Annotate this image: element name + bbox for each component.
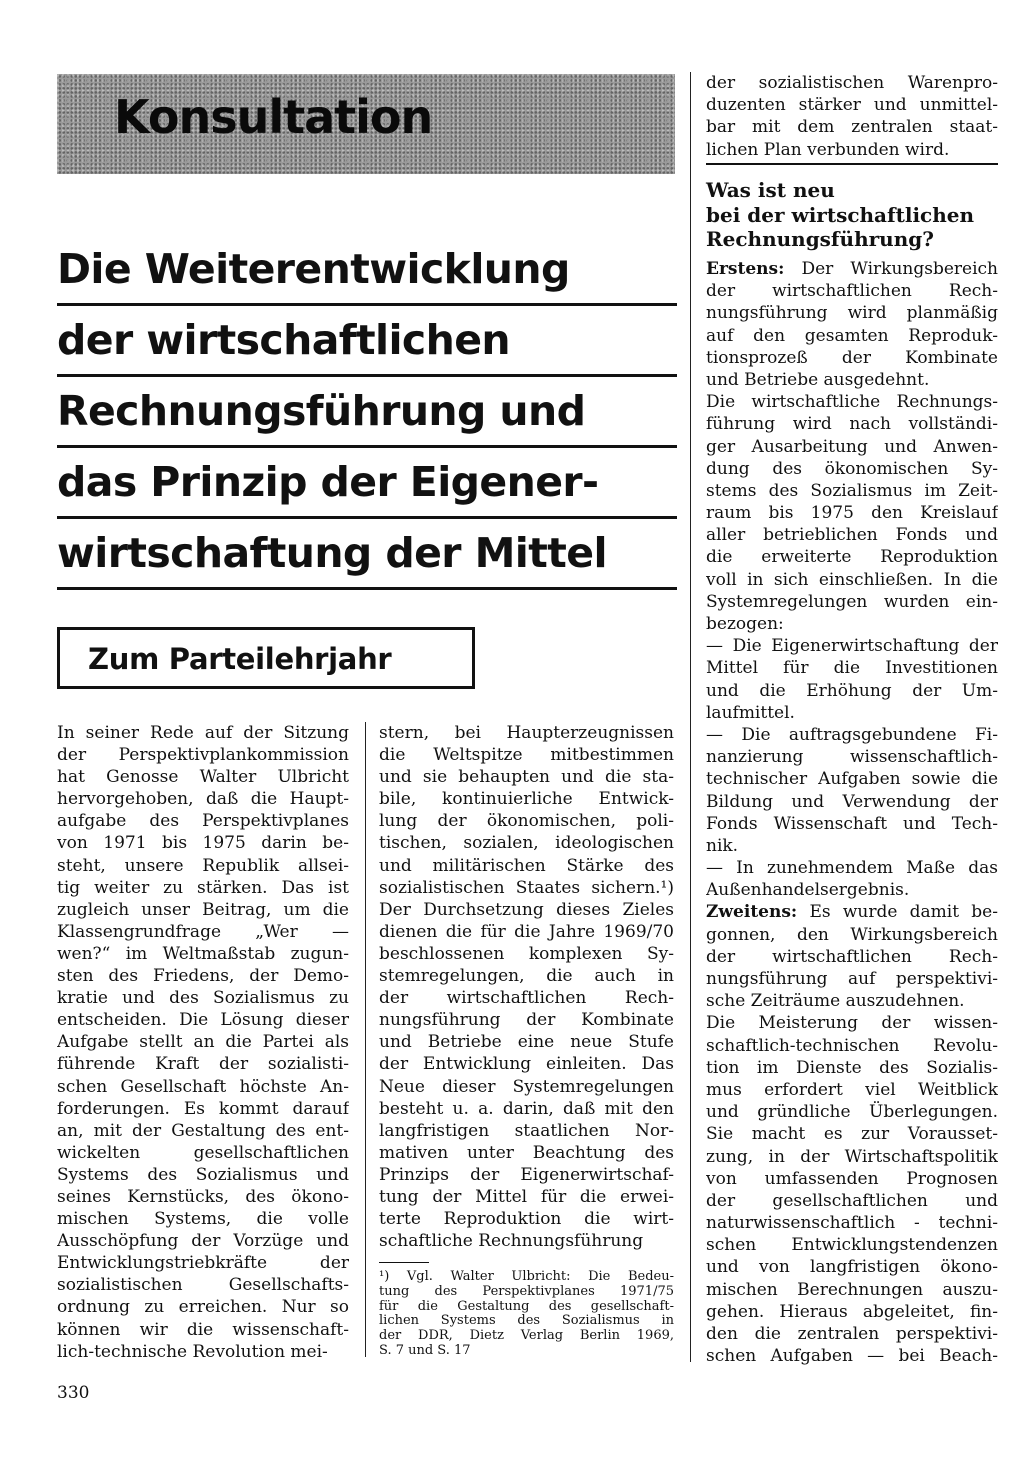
text-line: Ausschöpfung der Vorzüge und	[57, 1231, 349, 1252]
text-line	[706, 791, 998, 813]
text-line	[706, 1301, 998, 1323]
text-line: stern, bei Haupterzeugnissen	[379, 723, 674, 743]
text-line: kratie und des Sozialismus zu	[57, 988, 349, 1009]
text-line: schaftliche Rechnungsführung	[379, 1231, 644, 1252]
text-line: tung der Mittel für die erwei-	[379, 1186, 674, 1207]
text-line: von 1971 bis 1975 darin be-	[57, 833, 349, 854]
text-line: Neue dieser Systemregelungen	[379, 1076, 674, 1097]
line-text: raum bis 1975 den Kreislauf	[706, 503, 998, 524]
section-heading	[706, 178, 998, 252]
footnote-line: der DDR, Dietz Verlag Berlin 1969,	[379, 1329, 674, 1344]
text-line: können wir die wissenschaft-	[57, 1319, 349, 1340]
text-line: besteht u. a. darin, daß mit den	[379, 1098, 674, 1119]
text-line: Entwicklungstriebkräfte der	[57, 1253, 349, 1274]
text-line	[706, 591, 998, 613]
line-text: schen Aufgaben — bei Beach-	[706, 1346, 998, 1367]
line-text: zung, in der Wirtschaftspolitik	[706, 1146, 998, 1167]
text-line: dienen die für die Jahre 1969/70	[379, 921, 674, 942]
text-line: tischen, sozialen, ideologischen	[379, 833, 674, 854]
text-line	[706, 1079, 998, 1101]
text-line	[706, 347, 998, 369]
line-text: dung des ökonomischen Sy-	[706, 458, 998, 479]
text-line: der Perspektivplankommission	[57, 745, 349, 766]
column-divider	[690, 72, 691, 1362]
line-text: und Betriebe ausgedehnt.	[706, 369, 930, 390]
line-text: voll in sich einschließen. In die	[706, 569, 998, 590]
text-line	[706, 746, 998, 768]
lead-in: Erstens:	[706, 259, 785, 279]
headline-line: der wirtschaftlichen	[57, 306, 677, 377]
line-text: bezogen:	[706, 614, 784, 634]
text-column-1	[57, 722, 349, 1363]
line-text: der gesellschaftlichen und	[706, 1190, 998, 1211]
text-line: bar mit dem zentralen staat-	[706, 117, 998, 138]
line-text: schen Entwicklungstendenzen	[706, 1235, 998, 1256]
text-line: nungsführung der Kombinate	[379, 1010, 674, 1031]
line-text: ger Ausarbeitung und Anwen-	[706, 436, 998, 457]
line-text: schaftlich-technischen Revolu-	[706, 1035, 998, 1056]
text-line: mativen unter Beachtung des	[379, 1142, 674, 1163]
line-text: technischer Aufgaben sowie die	[706, 769, 998, 790]
text-line: der sozialistischen Warenpro-	[706, 73, 998, 93]
text-line	[706, 835, 998, 857]
text-line	[706, 502, 998, 524]
text-line	[706, 901, 998, 923]
text-line	[706, 680, 998, 702]
text-line: lich-technische Revolution mei-	[57, 1341, 328, 1362]
text-line	[706, 369, 998, 391]
text-line: bile, kontinuierliche Entwick-	[379, 789, 674, 810]
line-text: führung wird nach vollständi-	[706, 414, 998, 435]
text-line: wickelten gesellschaftlichen	[57, 1142, 349, 1163]
line-text: gonnen, den Wirkungsbereich	[706, 924, 998, 945]
footnote-line: für die Gestaltung des gesellschaft-	[379, 1299, 674, 1314]
text-line	[706, 1057, 998, 1079]
line-text: Außenhandelsergebnis.	[706, 880, 910, 901]
text-line: aufgabe des Perspektivplanes	[57, 811, 349, 832]
line-text: Mittel für die Investitionen	[706, 658, 998, 679]
line-text: nanzierung wissenschaftlich-	[706, 747, 998, 768]
lead-in: Zweitens:	[706, 902, 798, 923]
text-line	[706, 569, 998, 591]
text-line	[706, 613, 998, 635]
text-line: terte Reproduktion die wirt-	[379, 1209, 674, 1230]
text-line: Prinzips der Eigenerwirtschaf-	[379, 1164, 674, 1185]
line-text: laufmittel.	[706, 702, 795, 723]
line-text: der wirtschaftlichen Rech-	[706, 946, 998, 967]
text-line	[706, 1101, 998, 1123]
headline-line: Die Weiterentwicklung	[57, 235, 677, 306]
text-line	[706, 924, 998, 946]
text-line	[706, 1123, 998, 1145]
text-line: beschlossenen komplexen Sy-	[379, 943, 674, 964]
text-line: Klassengrundfrage „Wer —	[57, 921, 349, 942]
text-line: duzenten stärker und unmittel-	[706, 95, 998, 116]
line-text: Sie macht es zur Vorausset-	[706, 1124, 998, 1145]
headline-line: Rechnungsführung und	[57, 377, 677, 448]
text-line	[706, 391, 998, 413]
text-line	[706, 1190, 998, 1212]
line-text: auf den gesamten Reproduk-	[706, 325, 998, 346]
text-line: forderungen. Es kommt darauf	[57, 1098, 349, 1119]
text-line: lung der ökonomischen, poli-	[379, 811, 674, 832]
text-line: sten des Friedens, der Demo-	[57, 966, 349, 987]
text-line: und militärischen Stärke des	[379, 855, 674, 876]
text-line	[706, 635, 998, 657]
text-line: führende Kraft der sozialisti-	[57, 1054, 349, 1075]
line-text: der wirtschaftlichen Rech-	[706, 281, 998, 302]
text-line	[706, 1212, 998, 1234]
footnote-line: ¹) Vgl. Walter Ulbricht: Die Bedeu-	[379, 1270, 674, 1284]
text-line: sozialistischen Staates sichern.¹)	[379, 877, 674, 898]
footnote-line: tung des Perspektivplanes 1971/75	[379, 1284, 674, 1299]
heading-line: Rechnungsführung?	[706, 227, 934, 251]
text-line	[706, 813, 998, 835]
line-text: — Die auftragsgebundene Fi-	[706, 724, 998, 745]
text-line: stemregelungen, die auch in	[379, 966, 674, 987]
footnote-rule	[379, 1262, 429, 1263]
text-line: steht, unsere Republik allsei-	[57, 855, 349, 876]
line-text: mus erfordert viel Weitblick	[706, 1079, 998, 1100]
text-line: die Weltspitze mitbestimmen	[379, 745, 674, 766]
line-text: nungsführung wird planmäßig	[706, 303, 998, 324]
text-line	[706, 1168, 998, 1190]
line-text: Fonds Wissenschaft und Tech-	[706, 813, 998, 834]
line-text: Der Wirkungsbereich	[784, 259, 998, 279]
text-line	[706, 1035, 998, 1057]
text-line	[706, 524, 998, 546]
line-text: sche Zeiträume auszudehnen.	[706, 991, 965, 1012]
text-line	[706, 1279, 998, 1301]
text-column-3-top	[706, 72, 998, 161]
heading-line: bei der wirtschaftlichen	[706, 202, 975, 227]
text-line: hat Genosse Walter Ulbricht	[57, 767, 349, 788]
line-text: und gründliche Überlegungen.	[706, 1102, 998, 1123]
text-line: sozialistischen Gesellschafts-	[57, 1275, 349, 1296]
section-label: Zum Parteilehrjahr	[88, 642, 392, 676]
text-line	[706, 1234, 998, 1256]
text-line	[706, 458, 998, 480]
line-text: Systemregelungen wurden ein-	[706, 591, 998, 612]
text-line	[706, 325, 998, 347]
kicker-label: Konsultation	[114, 90, 433, 144]
text-line: Der Durchsetzung dieses Zieles	[379, 899, 674, 920]
headline-line: wirtschaftung der Mittel	[57, 519, 677, 590]
text-line	[706, 258, 998, 280]
text-line: In seiner Rede auf der Sitzung	[57, 723, 349, 743]
line-text: naturwissenschaftlich - techni-	[706, 1213, 998, 1234]
line-text: und von langfristigen ökono-	[706, 1257, 998, 1278]
text-line: schen Gesellschaft höchste An-	[57, 1076, 349, 1097]
footnote-line: S. 7 und S. 17	[379, 1343, 471, 1358]
line-text: gehen. Hieraus abgeleitet, fin-	[706, 1301, 998, 1322]
section-rule	[706, 163, 998, 165]
line-text: — In zunehmendem Maße das	[706, 858, 998, 879]
text-line: hervorgehoben, daß die Haupt-	[57, 789, 349, 810]
text-line: wen?“ im Weltmaßstab zugun-	[57, 943, 349, 964]
text-line	[706, 1012, 998, 1034]
text-line: seines Kernstücks, des ökono-	[57, 1186, 349, 1207]
line-text: Es wurde damit be-	[797, 902, 998, 923]
line-text: Bildung und Verwendung der	[706, 791, 998, 812]
text-line	[706, 946, 998, 968]
text-line: an, mit der Gestaltung des ent-	[57, 1120, 349, 1141]
text-line: Systems des Sozialismus und	[57, 1164, 349, 1185]
footnote-line: lichen Systems des Sozialismus in	[379, 1314, 674, 1329]
page-number: 330	[57, 1383, 90, 1403]
line-text: stems des Sozialismus im Zeit-	[706, 480, 998, 501]
text-line	[706, 990, 998, 1012]
line-text: — Die Eigenerwirtschaftung der	[706, 636, 998, 657]
text-line	[706, 480, 998, 502]
text-line	[706, 546, 998, 568]
text-line	[706, 302, 998, 324]
line-text: von umfassenden Prognosen	[706, 1168, 998, 1189]
text-line	[706, 280, 998, 302]
footnote	[379, 1270, 674, 1359]
text-line	[706, 1146, 998, 1168]
line-text: Die wirtschaftliche Rechnungs-	[706, 392, 998, 413]
section-box	[57, 627, 475, 689]
column-divider	[365, 722, 366, 1357]
line-text: aller betrieblichen Fonds und	[706, 525, 998, 546]
text-line	[706, 1256, 998, 1278]
text-line	[706, 768, 998, 790]
text-line: mischen Systems, die volle	[57, 1209, 349, 1230]
text-line: zugleich unser Beitrag, um die	[57, 899, 349, 920]
text-line	[706, 724, 998, 746]
text-line	[706, 857, 998, 879]
line-text: tionsprozeß der Kombinate	[706, 347, 998, 368]
article-headline	[57, 235, 677, 590]
text-line: Aufgabe stellt an die Partei als	[57, 1032, 349, 1053]
text-line	[706, 657, 998, 679]
line-text: mischen Berechnungen auszu-	[706, 1279, 998, 1300]
text-column-2	[379, 722, 674, 1252]
text-line	[706, 436, 998, 458]
line-text: Die Meisterung der wissen-	[706, 1013, 998, 1034]
text-column-3-body	[706, 258, 998, 1367]
text-line: der Entwicklung einleiten. Das	[379, 1054, 674, 1075]
text-line: und Betriebe eine neue Stufe	[379, 1032, 674, 1053]
headline-line: das Prinzip der Eigener-	[57, 448, 677, 519]
text-line: der wirtschaftlichen Rech-	[379, 988, 674, 1009]
text-line: langfristigen staatlichen Nor-	[379, 1120, 674, 1141]
text-line	[706, 879, 998, 901]
text-line	[706, 702, 998, 724]
text-line	[706, 1323, 998, 1345]
text-line	[706, 413, 998, 435]
heading-line: Was ist neu	[706, 178, 835, 202]
line-text: nik.	[706, 835, 739, 856]
text-line: lichen Plan verbunden wird.	[706, 139, 950, 160]
text-line: tig weiter zu stärken. Das ist	[57, 877, 349, 898]
line-text: tion im Dienste des Sozialis-	[706, 1057, 998, 1078]
text-line	[706, 968, 998, 990]
text-line: ordnung zu erreichen. Nur so	[57, 1297, 349, 1318]
kicker-banner	[57, 74, 675, 174]
text-line: und sie behaupten und die sta-	[379, 767, 674, 788]
line-text: die erweiterte Reproduktion	[706, 547, 998, 568]
line-text: und die Erhöhung der Um-	[706, 680, 998, 701]
text-line: entscheiden. Die Lösung dieser	[57, 1010, 349, 1031]
text-line	[706, 1345, 998, 1367]
line-text: nungsführung auf perspektivi-	[706, 969, 998, 989]
line-text: den die zentralen perspektivi-	[706, 1324, 998, 1344]
